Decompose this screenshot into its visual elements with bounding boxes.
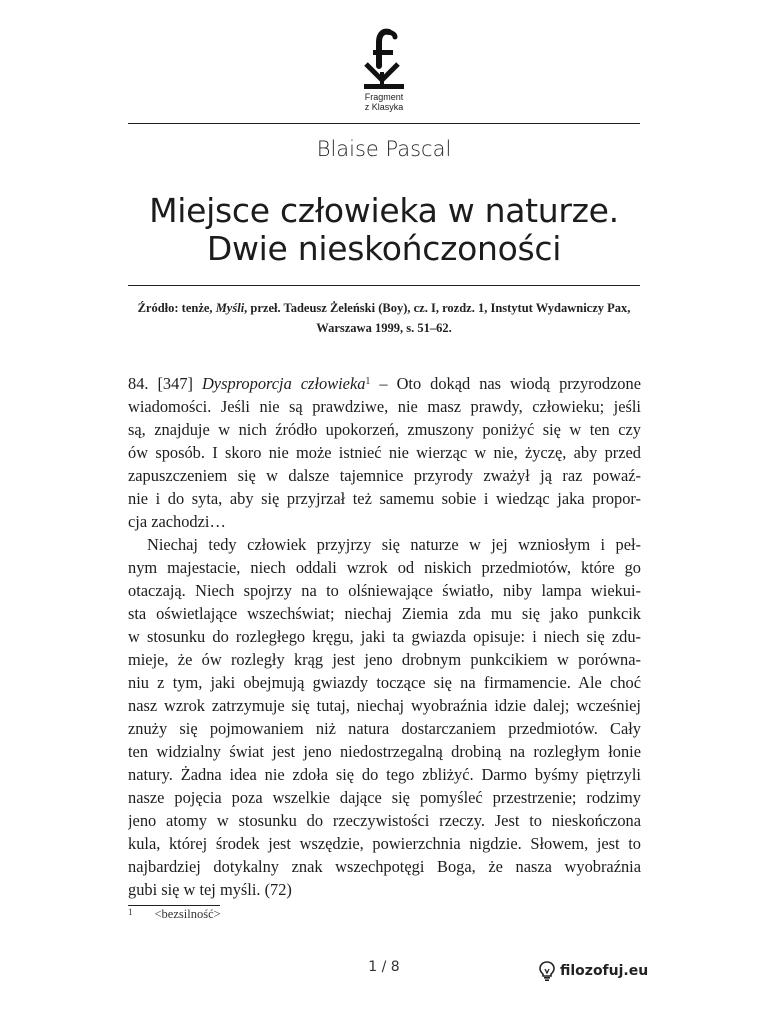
text-line: są, znajduje w nich źródło upokorzeń, zmuszony poniżyć się w ten czy: [128, 420, 641, 439]
footnote-text: <bezsilność>: [154, 907, 221, 921]
source-line-2: Warszawa 1999, s. 51–62.: [316, 321, 452, 335]
text-line: niu z tym, jaki obejmują gwiazdy toczące się na firmamencie. Ale choć: [128, 673, 641, 692]
text-line: nasz wzrok zatrzymuje się tutaj, niechaj wyobraźnia idzie dalej; wcześniej: [128, 696, 641, 715]
source-prefix: Źródło: tenże,: [137, 301, 213, 315]
text-line: zapuszczeniem się w dalsze tajemnice przyrody zważył ją raz powaź-: [128, 466, 641, 485]
brand-name: filozofuj.eu: [560, 963, 649, 979]
footnote-divider: [128, 905, 220, 906]
text-line: w stosunku do rozległego kręgu, jaki ta gwiazda opisuje: i niech się zdu-: [128, 627, 641, 646]
source-book-title: Myśli: [215, 301, 245, 315]
text-line: natury. Żadna idea nie zdoła się do tego zbliżyć. Darmo byśmy piętrzyli: [128, 765, 641, 784]
logo-line-2: z Klasyka: [364, 102, 404, 112]
main-text: [128, 372, 641, 901]
footnote-reference[interactable]: 1: [365, 376, 371, 387]
text-line: jeno atomy w stosunku do rzeczywistości rzeczy. Jest to nieskończona: [128, 811, 641, 830]
text-line: ten widzialny świat jest jeno niedostrzegalną drobiną na rozległym łonie: [128, 742, 641, 761]
text-line: wiadomości. Jeśli nie są prawdziwe, nie masz prawdy, człowieku; jeśli: [128, 397, 641, 416]
text-line: gubi się w tej myśli. (72): [128, 880, 292, 899]
fragment-z-klasyka-logo: [354, 28, 414, 112]
author-name: Blaise Pascal: [316, 137, 452, 161]
title-divider: [128, 285, 640, 286]
text-line: ów sposób. I skoro nie może istnieć nie wierząc w nie, życzę, aby przed: [128, 443, 641, 462]
footnote: [128, 907, 221, 922]
text-line: Niechaj tedy człowiek przyjrzy się naturze w jej wzniosłym i peł-: [147, 535, 641, 554]
section-heading: Dysproporcja człowieka: [201, 374, 366, 393]
text-line: mieje, że ów rozległy krąg jest jeno drobnym punkcikiem w porówna-: [128, 650, 641, 669]
text-line: nie i do syta, aby się przyjrzał też samemu sobie i wiedząc jaka propor-: [128, 489, 641, 508]
filozofuj-brand-link[interactable]: [538, 957, 648, 985]
text-line: 84. [347] Dysproporcja człowieka$^1$ – Oto dokąd nas wiodą przyrodzone: [128, 374, 641, 393]
lightbulb-icon: [538, 960, 556, 982]
fragment-logo-icon: [358, 28, 410, 90]
page-number: 1 / 8: [368, 959, 400, 975]
text-line: cja zachodzi…: [128, 512, 226, 531]
top-divider: [128, 123, 640, 124]
title-line-2: Dwie nieskończoności: [206, 229, 562, 268]
text-line: nym majestacie, niech oddali wzrok od niskich przedmiotów, które go: [128, 558, 641, 577]
source-line-1: [128, 298, 640, 318]
text-line: znuży się pojmowaniem niż natura dostarczaniem przedmiotów. Cały: [128, 719, 641, 738]
text-line: sta oświetlające wszechświat; niechaj Ziemia zda mu się jako punkcik: [128, 604, 641, 623]
logo-text: [354, 92, 414, 112]
text-line: kula, której środek jest wszędzie, powierzchnia nigdzie. Słowem, jest to: [128, 834, 641, 853]
fragment-number: 84. [347]: [128, 374, 193, 393]
logo-line-1: Fragment: [364, 92, 404, 102]
document-title: [108, 192, 660, 268]
text-line: najbardziej dotykalny znak wszechpotęgi Boga, że nasza wyobraźnia: [128, 857, 641, 876]
text-line: nasze pojęcia poza wszelkie dające się pomyśleć przestrzenie; rodzimy: [128, 788, 641, 807]
footnote-number: 1: [128, 907, 133, 917]
text-line: otaczają. Niech spojrzy na to olśniewające światło, niby lampa wiekui-: [128, 581, 641, 600]
source-citation: [128, 298, 640, 338]
source-rest-1: , przeł. Tadeusz Żeleński (Boy), cz. I, rozdz. 1, Instytut Wydawniczy Pax,: [244, 301, 631, 315]
title-line-1: Miejsce człowieka w naturze.: [149, 191, 619, 230]
